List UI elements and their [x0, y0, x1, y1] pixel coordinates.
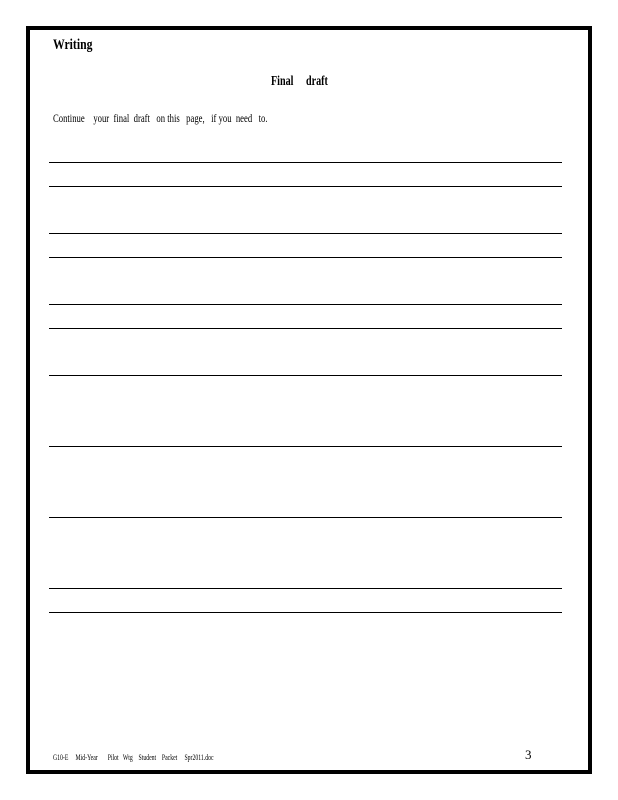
writing-line	[49, 375, 562, 376]
page-heading: Final draft	[271, 74, 328, 89]
writing-line	[49, 233, 562, 234]
writing-line	[49, 304, 562, 305]
page-number: 3	[525, 747, 532, 762]
writing-line	[49, 446, 562, 447]
writing-line	[49, 257, 562, 258]
writing-line	[49, 328, 562, 329]
writing-line	[49, 612, 562, 613]
footer-document-name: G10-E Mid-Year Pilot Wtg Student Packet Spr2011.doc	[53, 753, 214, 762]
writing-line	[49, 588, 562, 589]
page-border	[26, 26, 592, 774]
writing-line	[49, 517, 562, 518]
section-label: Writing	[53, 37, 93, 53]
writing-line	[49, 162, 562, 163]
instructions-text: Continue your final draft on this page, if you need to.	[53, 111, 268, 125]
writing-line	[49, 186, 562, 187]
